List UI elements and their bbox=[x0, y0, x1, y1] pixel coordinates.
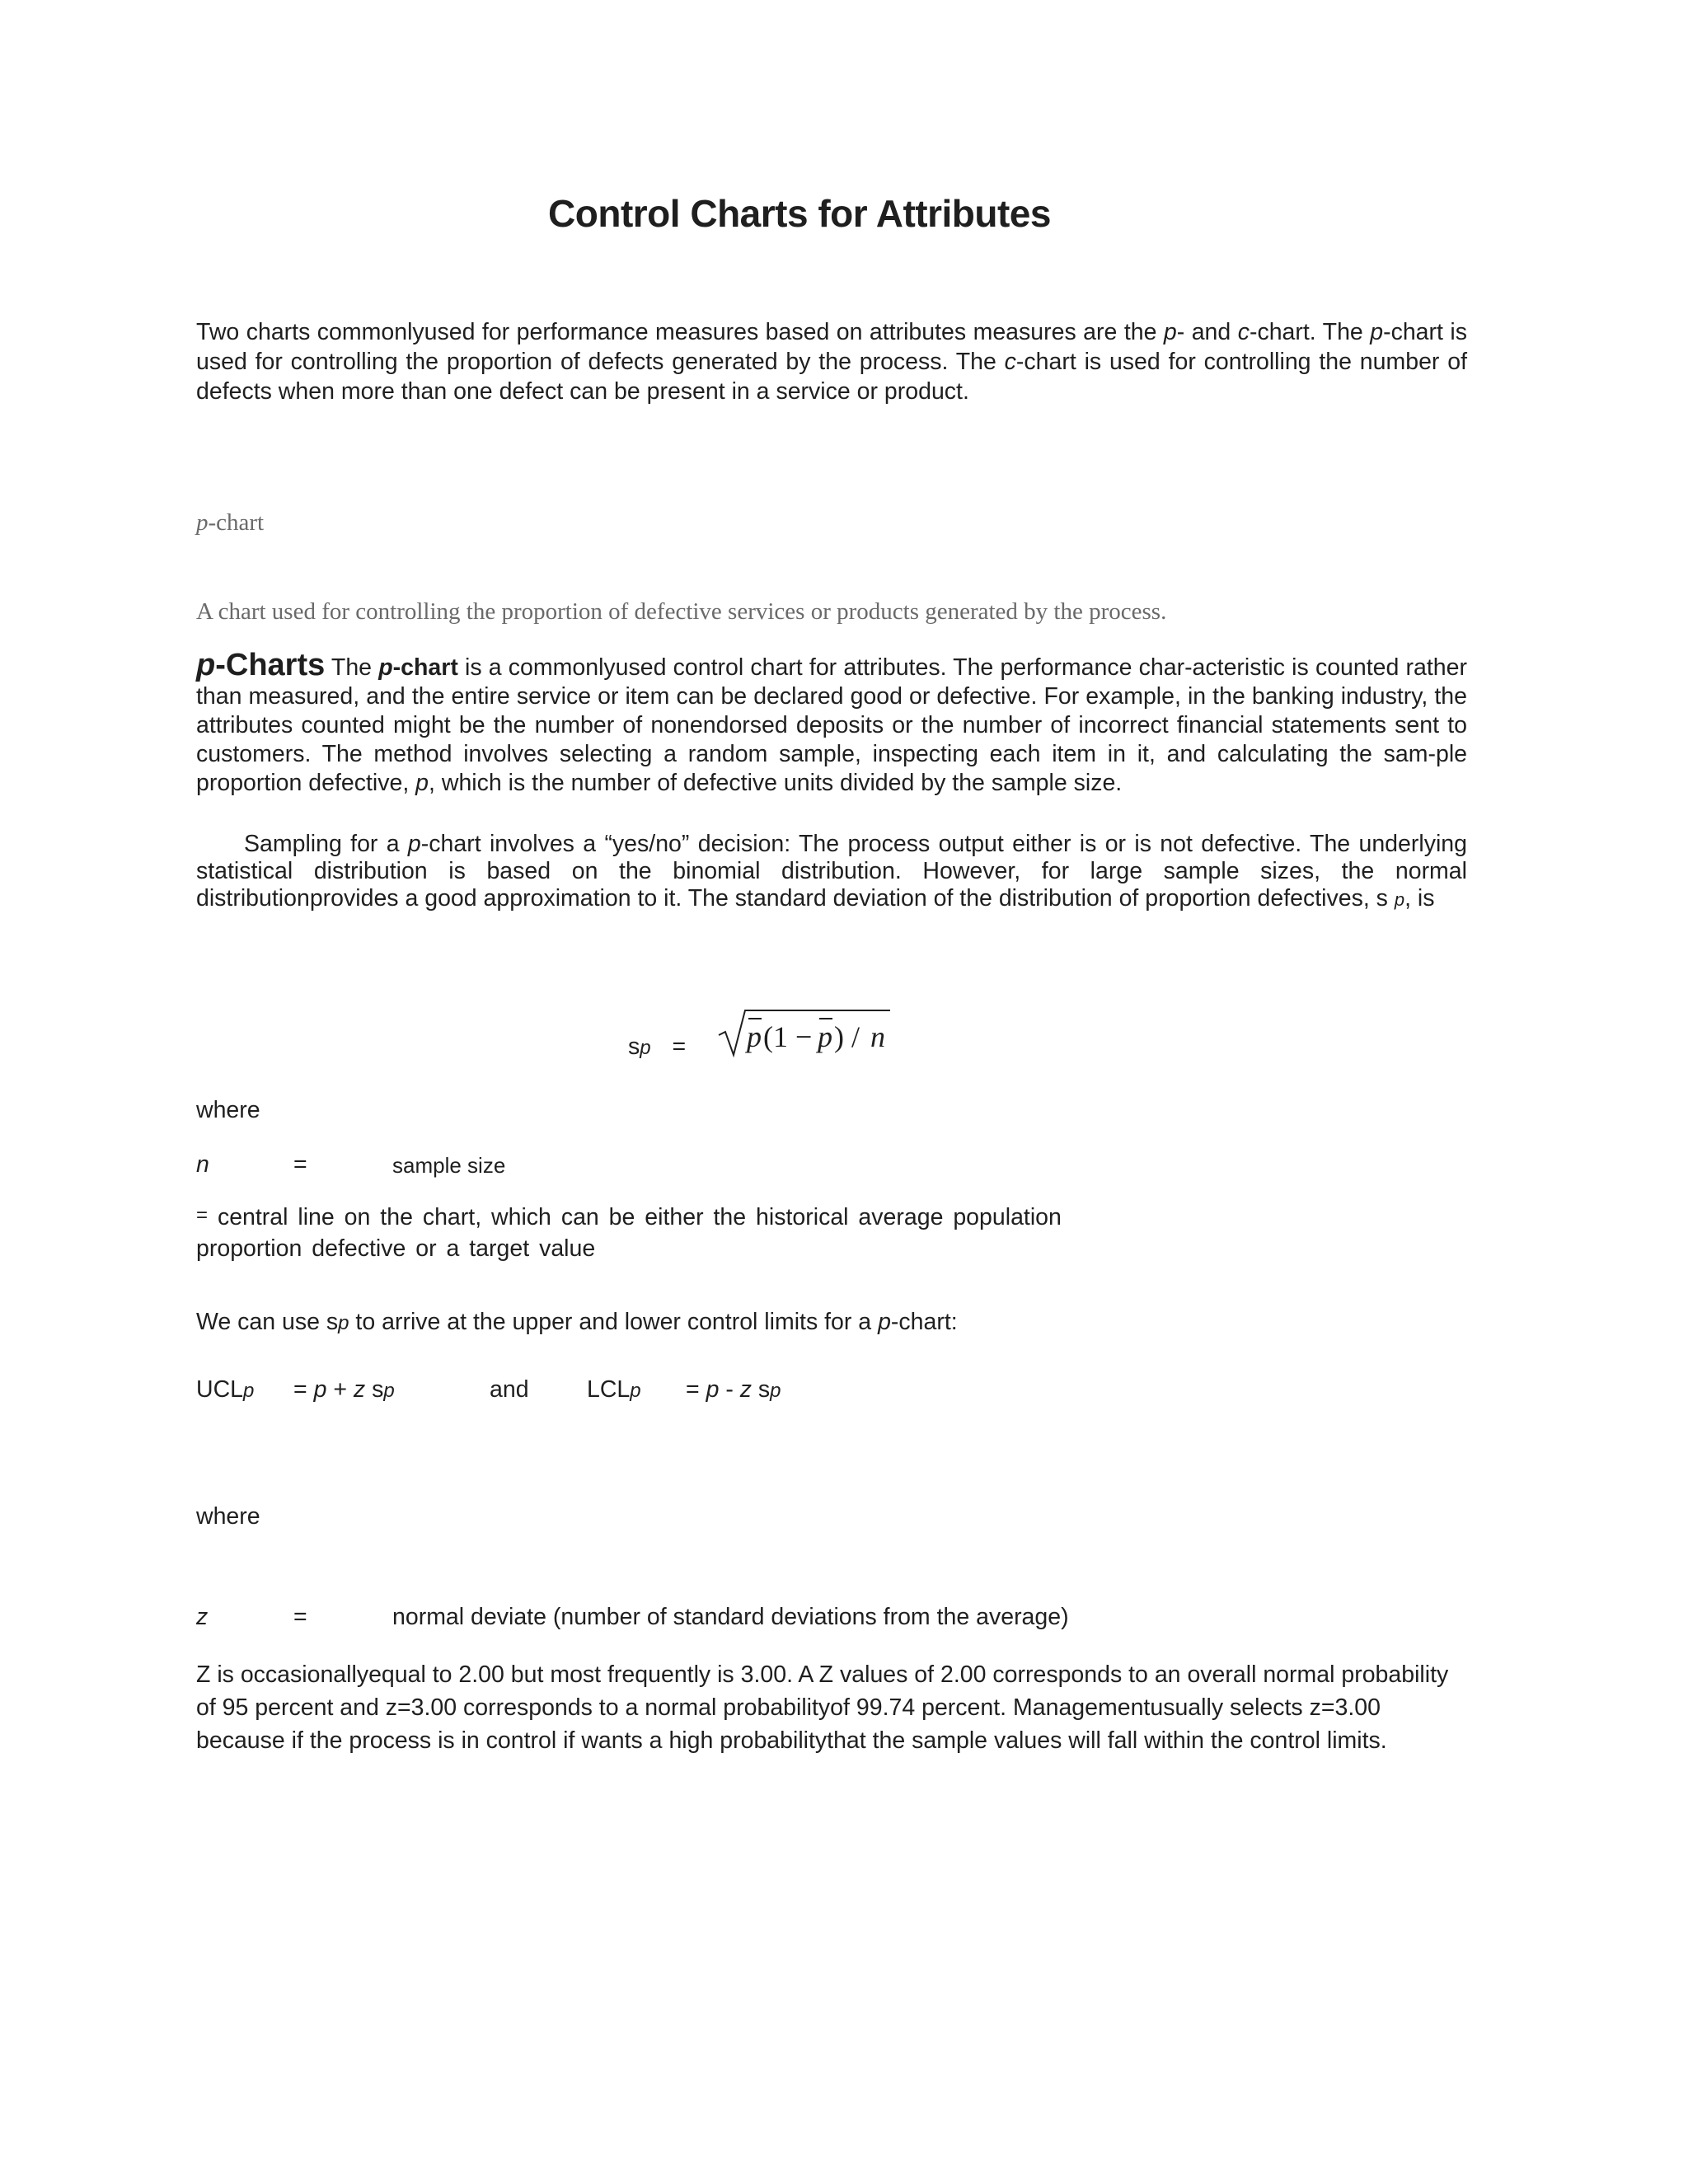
formula-close: ) / bbox=[834, 1020, 860, 1053]
intro-c: c bbox=[1237, 319, 1250, 345]
ucl-sub: p bbox=[243, 1380, 255, 1402]
formula-open: (1 − bbox=[763, 1020, 813, 1053]
intro-text: -chart is used for controlling the proportion of defects generated by the process. The bbox=[196, 319, 1467, 375]
pcharts-paragraph bbox=[196, 648, 1467, 798]
lcl-label bbox=[587, 1375, 641, 1406]
lcl-z: z bbox=[739, 1376, 752, 1403]
z-symbol: z bbox=[196, 1604, 209, 1630]
def-n-symbol bbox=[196, 1150, 209, 1179]
margin-term-rest: -chart bbox=[208, 509, 265, 536]
intro-c: c bbox=[1004, 349, 1016, 375]
sampling-text: Sampling for a bbox=[244, 831, 408, 857]
lcl-formula bbox=[686, 1375, 781, 1406]
ucl-z: z bbox=[353, 1376, 366, 1403]
ucl-p: p bbox=[313, 1376, 327, 1403]
ucl-eq: = bbox=[293, 1376, 314, 1403]
limits-text: We can use s bbox=[196, 1309, 339, 1335]
pcharts-heading bbox=[196, 648, 325, 682]
intro-paragraph bbox=[196, 317, 1467, 406]
intro-text: - and bbox=[1176, 319, 1238, 345]
ucl-plus: + bbox=[326, 1376, 354, 1403]
intro-text: Two charts commonlyused for performance measures based on attributes measures are the bbox=[196, 319, 1164, 345]
intro-text: -chart is used for controlling the number of defects when more than one defect can be present in a service or product. bbox=[196, 349, 1467, 405]
where-label: where bbox=[196, 1097, 260, 1123]
where-label: where bbox=[196, 1503, 260, 1530]
lcl-minus: - bbox=[719, 1376, 740, 1403]
limits-text: to arrive at the upper and lower control limits for a bbox=[349, 1309, 879, 1335]
page-title: Control Charts for Attributes bbox=[548, 192, 1051, 235]
formula-p1: p bbox=[747, 1020, 762, 1053]
formula-lhs bbox=[628, 1032, 686, 1063]
formula-p2: p bbox=[818, 1020, 832, 1053]
formula-s: s bbox=[628, 1033, 640, 1060]
lcl-sub: p bbox=[630, 1380, 641, 1402]
def-n-desc: sample size bbox=[392, 1153, 506, 1178]
ucl-text: UCL bbox=[196, 1376, 244, 1403]
formula-eq: = bbox=[672, 1033, 687, 1060]
ucl-s-sub: p bbox=[383, 1380, 395, 1402]
lcl-p: p bbox=[706, 1376, 720, 1403]
lcl-text: LCL bbox=[587, 1376, 631, 1403]
def-z-eq: = bbox=[293, 1604, 307, 1630]
formula-s-sub: p bbox=[640, 1037, 651, 1059]
limits-sub: p bbox=[338, 1312, 349, 1334]
sampling-sub-p: p bbox=[1394, 889, 1405, 910]
ucl-formula bbox=[293, 1375, 395, 1406]
heading-p: p bbox=[196, 648, 216, 682]
limits-text: -chart: bbox=[890, 1309, 958, 1335]
z-paragraph: Z is occasionallyequal to 2.00 but most frequently is 3.00. A Z values of 2.00 corresponds to an overall normal probability of 95 percent and z=3.00 corresponds to a normal probabilityof 99.74 percent. Managementusually selects z=3.00 because if the process is in control if wants a high probabilitythat the sample values will fall within the control limits. bbox=[196, 1661, 1449, 1754]
heading-rest: -Charts bbox=[215, 648, 326, 682]
pcharts-text: , which is the number of defective units divided by the sample size. bbox=[429, 770, 1123, 796]
bold-chart: -chart bbox=[392, 654, 458, 681]
sqrt-formula bbox=[717, 1007, 898, 1058]
limits-intro bbox=[196, 1307, 958, 1338]
bold-p: p bbox=[378, 654, 393, 681]
lcl-eq: = bbox=[686, 1376, 706, 1403]
margin-definition: A chart used for controlling the proportion of defective services or products generated by the process. bbox=[196, 598, 1167, 625]
formula-n: n bbox=[870, 1020, 885, 1053]
intro-text: -chart. The bbox=[1249, 319, 1371, 345]
def-pbar bbox=[196, 1200, 1136, 1264]
margin-term bbox=[196, 509, 264, 537]
pcharts-text: The bbox=[325, 654, 379, 681]
pcharts-text: is a commonlyused control chart for attributes. The performance char-acteristic is counted rather than measured, and the entire service or item can be declared good or defective. For example, in the banking industry, the attributes counted might be the number of nonendorsed deposits or the number of incorrect financial statements sent to customers. The method involves selecting a random sample, inspecting each item in it, and calculating the sam-ple proportion defective, bbox=[196, 654, 1467, 796]
ucl-s: s bbox=[365, 1376, 384, 1403]
def-n-eq: = bbox=[293, 1151, 307, 1178]
and-label: and bbox=[490, 1376, 529, 1403]
def-z-symbol bbox=[196, 1602, 208, 1632]
limits-p: p bbox=[878, 1309, 891, 1335]
sampling-text: -chart involves a “yes/no” decision: The process output either is or is not defective. The underlying statistical distribution is based on the binomial distribution. However, for large sample sizes, the normal distributionprovides a good approximation to it. The standard deviation of the distribution of proportion defectives, s bbox=[196, 831, 1467, 912]
ucl-label bbox=[196, 1375, 254, 1406]
pcharts-p: p bbox=[415, 770, 429, 796]
n-symbol: n bbox=[196, 1151, 209, 1178]
lcl-s: s bbox=[752, 1376, 771, 1403]
sampling-p: p bbox=[407, 831, 421, 857]
sampling-paragraph bbox=[196, 831, 1467, 913]
sampling-text: , is bbox=[1404, 885, 1435, 912]
intro-p: p bbox=[1163, 319, 1177, 345]
pbar-symbol: = bbox=[196, 1204, 209, 1226]
intro-p: p bbox=[1370, 319, 1384, 345]
lcl-s-sub: p bbox=[770, 1380, 781, 1402]
margin-term-p: p bbox=[196, 509, 209, 536]
def-z-desc: normal deviate (number of standard deviations from the average) bbox=[392, 1604, 1069, 1630]
pbar-desc: central line on the chart, which can be either the historical average population proportion defective or a target value bbox=[196, 1204, 1062, 1262]
